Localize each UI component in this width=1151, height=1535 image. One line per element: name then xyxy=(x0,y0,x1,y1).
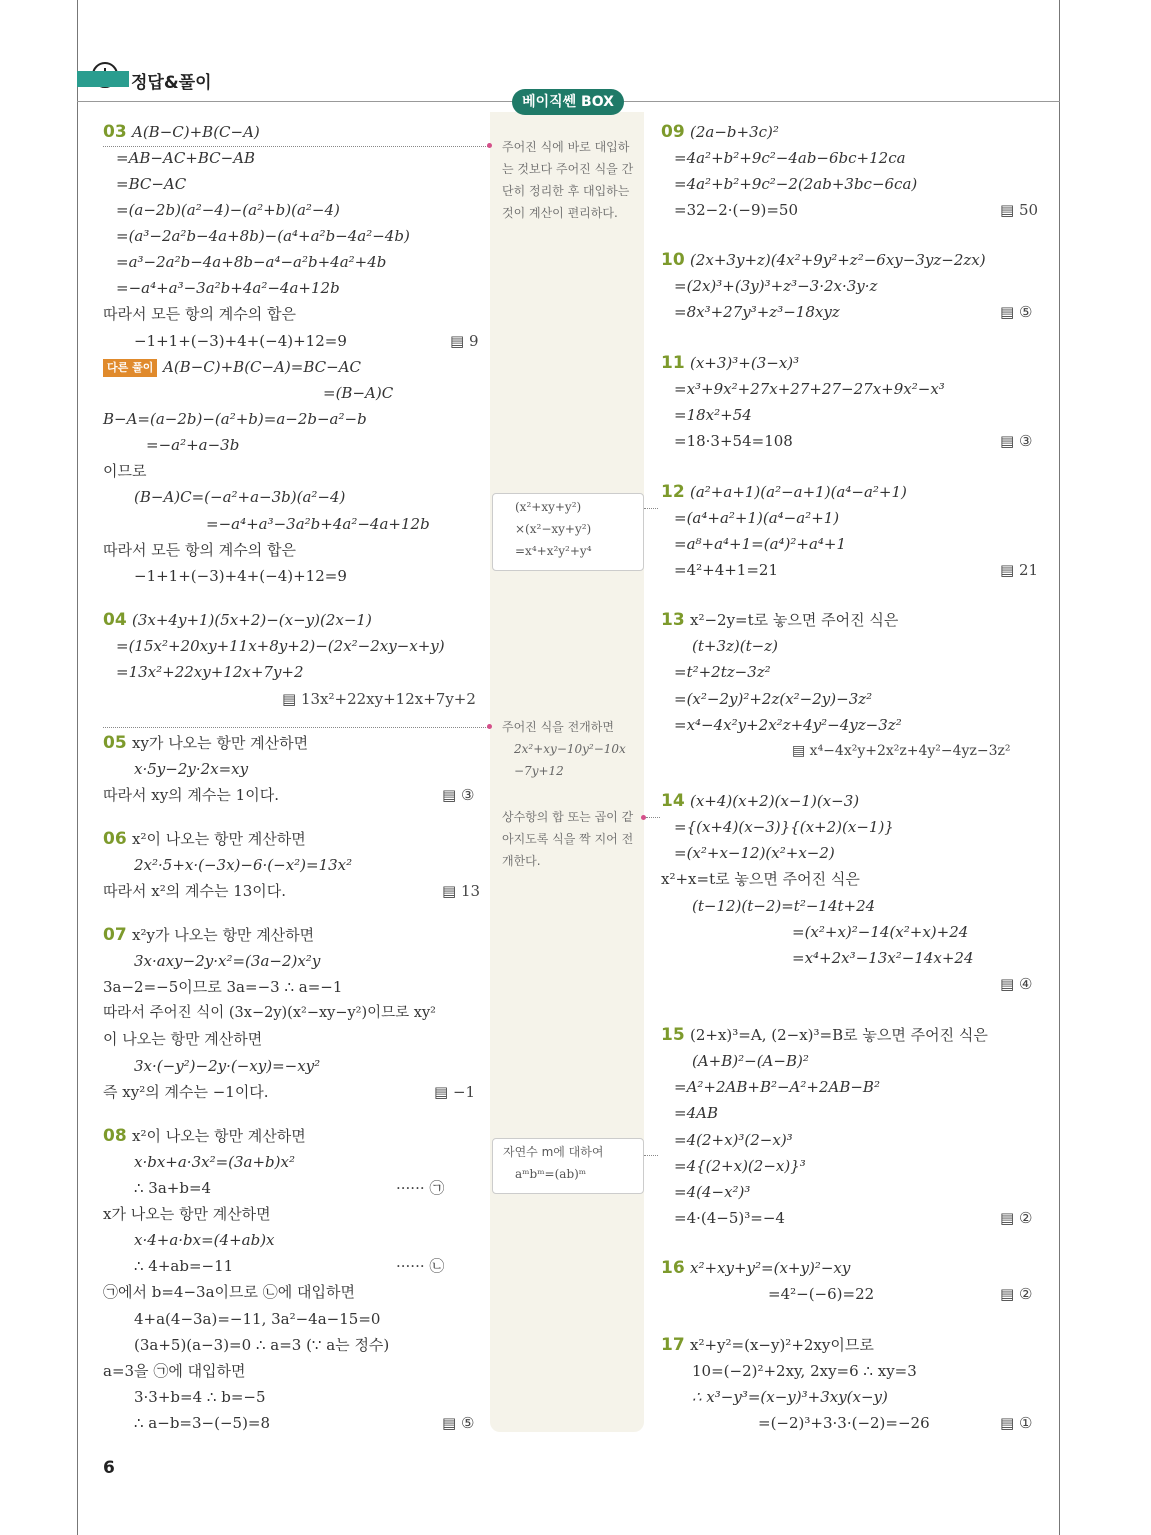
answer-mark: ▤ ⑤ xyxy=(1000,303,1033,321)
connector-line xyxy=(103,146,488,147)
problem-number: 05 xyxy=(103,733,127,753)
answer-mark: ▤ ④ xyxy=(1000,975,1033,993)
problem-number: 13 xyxy=(661,610,685,630)
solution-line: −1+1+(−3)+4+(−4)+12=9 xyxy=(134,332,347,350)
solution-line: (A+B)²−(A−B)² xyxy=(692,1052,809,1070)
solution-line: =t²+2tz−3z² xyxy=(674,663,771,681)
right-margin-line xyxy=(1059,0,1060,1535)
solution-line: x·4+a·bx=(4+ab)x xyxy=(134,1231,275,1249)
connector-line xyxy=(644,508,658,509)
problem-number: 07 xyxy=(103,925,127,945)
solution-line: =x⁴+2x³−13x²−14x+24 xyxy=(792,949,974,967)
solution-line: 따라서 x²의 계수는 13이다. xyxy=(103,882,287,900)
answer-mark: ▤ 50 xyxy=(1000,201,1039,219)
solution-line: ={(x+4)(x−3)}{(x+2)(x−1)} xyxy=(674,818,894,836)
solution-line: 4+a(4−3a)=−11, 3a²−4a−15=0 xyxy=(134,1310,381,1328)
connector-dot xyxy=(487,724,492,729)
solution-line: =32−2·(−9)=50 xyxy=(674,201,799,219)
tip-note-expand xyxy=(502,716,640,782)
solution-line: 이 나오는 항만 계산하면 xyxy=(103,1030,263,1048)
solution-line: (x+3)³+(3−x)³ xyxy=(690,354,800,372)
problem-number: 08 xyxy=(103,1126,127,1146)
answer-mark: ▤ ③ xyxy=(1000,432,1033,450)
formula-line: =x⁴+x²y²+y⁴ xyxy=(515,544,592,558)
tip-note-substitution: 주어진 식에 바로 대입하는 것보다 주어진 식을 간단히 정리한 후 대입하는 것이 계산이 편리하다. xyxy=(502,140,634,220)
solution-line: ∴ 3a+b=4 xyxy=(134,1179,212,1197)
solution-line: x²이 나오는 항만 계산하면 xyxy=(132,830,306,848)
left-margin-line xyxy=(77,0,78,1535)
problem-number: 12 xyxy=(661,482,685,502)
answer-mark: ▤ ② xyxy=(1000,1209,1033,1227)
solution-line: =(a³−2a²b−4a+8b)−(a⁴+a²b−4a²−4b) xyxy=(116,227,410,245)
solution-line: x·5y−2y·2x=xy xyxy=(134,760,249,778)
solution-line: =(15x²+20xy+11x+8y+2)−(2x²−2xy−x+y) xyxy=(116,637,445,655)
answer-mark: ▤ 13x²+22xy+12x+7y+2 xyxy=(282,690,476,708)
problem-number: 14 xyxy=(661,791,685,811)
solution-line: =AB−AC+BC−AB xyxy=(116,149,256,167)
solution-line: (a²+a+1)(a²−a+1)(a⁴−a²+1) xyxy=(690,483,907,501)
solution-line: 이므로 xyxy=(103,462,147,480)
header-accent-bar xyxy=(77,71,129,87)
solution-line: x²−2y=t로 놓으면 주어진 식은 xyxy=(690,611,899,629)
problem-number: 04 xyxy=(103,610,127,630)
solution-line: x²y가 나오는 항만 계산하면 xyxy=(132,926,315,944)
equation-label: ······ ㉠ xyxy=(396,1179,445,1197)
answer-mark: ▤ ⑤ xyxy=(442,1414,475,1432)
solution-line: ∴ a−b=3−(−5)=8 xyxy=(134,1414,271,1432)
solution-line: =18·3+54=108 xyxy=(674,432,793,450)
solution-line: =4AB xyxy=(674,1104,718,1122)
solution-line: 2x²·5+x·(−3x)−6·(−x²)=13x² xyxy=(134,856,353,874)
answer-mark: ▤ 13 xyxy=(442,882,481,900)
solution-line: =18x²+54 xyxy=(674,406,752,424)
page-number: 6 xyxy=(103,1458,115,1478)
solution-line: =(a−2b)(a²−4)−(a²+b)(a²−4) xyxy=(116,201,340,219)
solution-line: 3·3+b=4 ∴ b=−5 xyxy=(134,1388,266,1406)
formula-box-identity xyxy=(492,493,644,571)
solution-line: ㉠에서 b=4−3a이므로 ㉡에 대입하면 xyxy=(103,1283,355,1301)
solution-line: =BC−AC xyxy=(116,175,187,193)
solution-line: =x³+9x²+27x+27+27−27x+9x²−x³ xyxy=(674,380,945,398)
solution-line: =(−2)³+3·3·(−2)=−26 xyxy=(758,1414,930,1432)
equation-label: ······ ㉡ xyxy=(396,1257,445,1275)
solution-line: 10=(−2)²+2xy, 2xy=6 ∴ xy=3 xyxy=(692,1362,917,1380)
solution-line: ∴ 4+ab=−11 xyxy=(134,1257,234,1275)
solution-line: (x+4)(x+2)(x−1)(x−3) xyxy=(690,792,860,810)
solution-line: =13x²+22xy+12x+7y+2 xyxy=(116,663,304,681)
solution-line: ∴ x³−y³=(x−y)³+3xy(x−y) xyxy=(692,1388,888,1406)
solution-line: =(x²+x)²−14(x²+x)+24 xyxy=(792,923,969,941)
solution-line: (2+x)³=A, (2−x)³=B로 놓으면 주어진 식은 xyxy=(690,1026,988,1044)
solution-line: 즉 xy²의 계수는 −1이다. xyxy=(103,1083,269,1101)
tip-line: 2x²+xy−10y²−10x xyxy=(514,742,626,756)
answer-mark: ▤ x⁴−4x²y+2x²z+4y²−4yz−3z² xyxy=(792,743,1011,759)
solution-line: 따라서 주어진 식이 (3x−2y)(x²−xy−y²)이므로 xy² xyxy=(103,1005,436,1021)
solution-line: =(x²+x−12)(x²+x−2) xyxy=(674,844,835,862)
connector-line xyxy=(103,727,488,728)
answer-mark: ▤ −1 xyxy=(434,1083,476,1101)
solution-line: (B−A)C=(−a²+a−3b)(a²−4) xyxy=(134,488,346,506)
solution-line: =(B−A)C xyxy=(323,384,394,402)
page-header-title: 정답&풀이 xyxy=(131,73,212,93)
connector-line xyxy=(644,1155,658,1156)
answer-mark: ▤ ② xyxy=(1000,1285,1033,1303)
solution-line: (3x+4y+1)(5x+2)−(x−y)(2x−1) xyxy=(132,611,372,629)
solution-line: =a⁸+a⁴+1=(a⁴)²+a⁴+1 xyxy=(674,535,847,553)
solution-line: (3a+5)(a−3)=0 ∴ a=3 (∵ a는 정수) xyxy=(134,1336,390,1354)
solution-line: 따라서 모든 항의 계수의 합은 xyxy=(103,541,296,559)
answer-mark: ▤ ① xyxy=(1000,1414,1033,1432)
solution-line: =4a²+b²+9c²−4ab−6bc+12ca xyxy=(674,149,906,167)
solution-line: A(B−C)+B(C−A)=BC−AC xyxy=(163,358,362,376)
formula-line: ×(x²−xy+y²) xyxy=(515,522,592,536)
solution-line: =4a²+b²+9c²−2(2ab+3bc−6ca) xyxy=(674,175,918,193)
solution-line: =4(4−x²)³ xyxy=(674,1183,751,1201)
solution-line: −1+1+(−3)+4+(−4)+12=9 xyxy=(134,567,347,585)
problem-number: 11 xyxy=(661,353,685,373)
problem-number: 10 xyxy=(661,250,685,270)
solution-line: (2a−b+3c)² xyxy=(690,123,779,141)
formula-box-exponent xyxy=(492,1138,644,1194)
formula-line: 자연수 m에 대하여 xyxy=(503,1145,604,1159)
problem-number: 09 xyxy=(661,122,685,142)
solution-line: 3x·axy−2y·x²=(3a−2)x²y xyxy=(134,952,321,970)
solution-line: =4²+4+1=21 xyxy=(674,561,779,579)
solution-line: x²+y²=(x−y)²+2xy이므로 xyxy=(690,1336,874,1354)
solution-line: =−a⁴+a³−3a²b+4a²−4a+12b xyxy=(116,279,340,297)
solution-line: x²이 나오는 항만 계산하면 xyxy=(132,1127,306,1145)
solution-line: x²+x=t로 놓으면 주어진 식은 xyxy=(661,870,860,888)
solution-line: (2x+3y+z)(4x²+9y²+z²−6xy−3yz−2zx) xyxy=(690,251,986,269)
answer-mark: ▤ 21 xyxy=(1000,561,1039,579)
solution-line: =4{(2+x)(2−x)}³ xyxy=(674,1157,806,1175)
basic-box-badge: 베이직쎈 BOX xyxy=(512,89,624,115)
solution-line: =(2x)³+(3y)³+z³−3·2x·3y·z xyxy=(674,277,878,295)
solution-line: =8x³+27y³+z³−18xyz xyxy=(674,303,840,321)
solution-line: a=3을 ㉠에 대입하면 xyxy=(103,1362,246,1380)
problem-number: 15 xyxy=(661,1025,685,1045)
solution-line: (t−12)(t−2)=t²−14t+24 xyxy=(692,897,876,915)
solution-line: x·bx+a·3x²=(3a+b)x² xyxy=(134,1153,295,1171)
answer-mark: ▤ ③ xyxy=(442,786,475,804)
problem-number: 17 xyxy=(661,1335,685,1355)
formula-line: (x²+xy+y²) xyxy=(515,500,582,514)
tip-note-pairing: 상수항의 합 또는 곱이 같아지도록 식을 짝 지어 전개한다. xyxy=(502,810,634,868)
solution-line: xy가 나오는 항만 계산하면 xyxy=(132,734,309,752)
connector-dot xyxy=(487,143,492,148)
alternative-solution-badge: 다른 풀이 xyxy=(103,359,157,377)
solution-line: =a³−2a²b−4a+8b−a⁴−a²b+4a²+4b xyxy=(116,253,387,271)
problem-number: 03 xyxy=(103,122,127,142)
solution-line: x가 나오는 항만 계산하면 xyxy=(103,1205,271,1223)
solution-line: 3x·(−y²)−2y·(−xy)=−xy² xyxy=(134,1057,321,1075)
problem-number: 06 xyxy=(103,829,127,849)
solution-line: =A²+2AB+B²−A²+2AB−B² xyxy=(674,1078,880,1096)
solution-line: =−a⁴+a³−3a²b+4a²−4a+12b xyxy=(206,515,430,533)
connector-line xyxy=(646,817,660,818)
solution-line: 따라서 모든 항의 계수의 합은 xyxy=(103,305,296,323)
solution-line: =−a²+a−3b xyxy=(146,436,240,454)
solution-line: =4·(4−5)³=−4 xyxy=(674,1209,785,1227)
solution-line: =4²−(−6)=22 xyxy=(768,1285,875,1303)
solution-line: B−A=(a−2b)−(a²+b)=a−2b−a²−b xyxy=(103,410,367,428)
solution-line: =x⁴−4x²y+2x²z+4y²−4yz−3z² xyxy=(674,716,902,734)
answer-mark: ▤ 9 xyxy=(450,332,479,350)
formula-line: aᵐbᵐ=(ab)ᵐ xyxy=(515,1167,587,1181)
solution-line: 따라서 xy의 계수는 1이다. xyxy=(103,786,279,804)
problem-number: 16 xyxy=(661,1258,685,1278)
tip-line: −7y+12 xyxy=(514,764,564,778)
solution-line: =(x²−2y)²+2z(x²−2y)−3z² xyxy=(674,690,873,708)
solution-line: x²+xy+y²=(x+y)²−xy xyxy=(690,1259,851,1277)
solution-line: A(B−C)+B(C−A) xyxy=(132,123,260,141)
solution-line: (t+3z)(t−z) xyxy=(692,637,778,655)
solution-line: =(a⁴+a²+1)(a⁴−a²+1) xyxy=(674,509,840,527)
solution-line: =4(2+x)³(2−x)³ xyxy=(674,1131,793,1149)
tip-line: 주어진 식을 전개하면 xyxy=(502,720,614,734)
solution-line: 3a−2=−5이므로 3a=−3 ∴ a=−1 xyxy=(103,978,343,996)
